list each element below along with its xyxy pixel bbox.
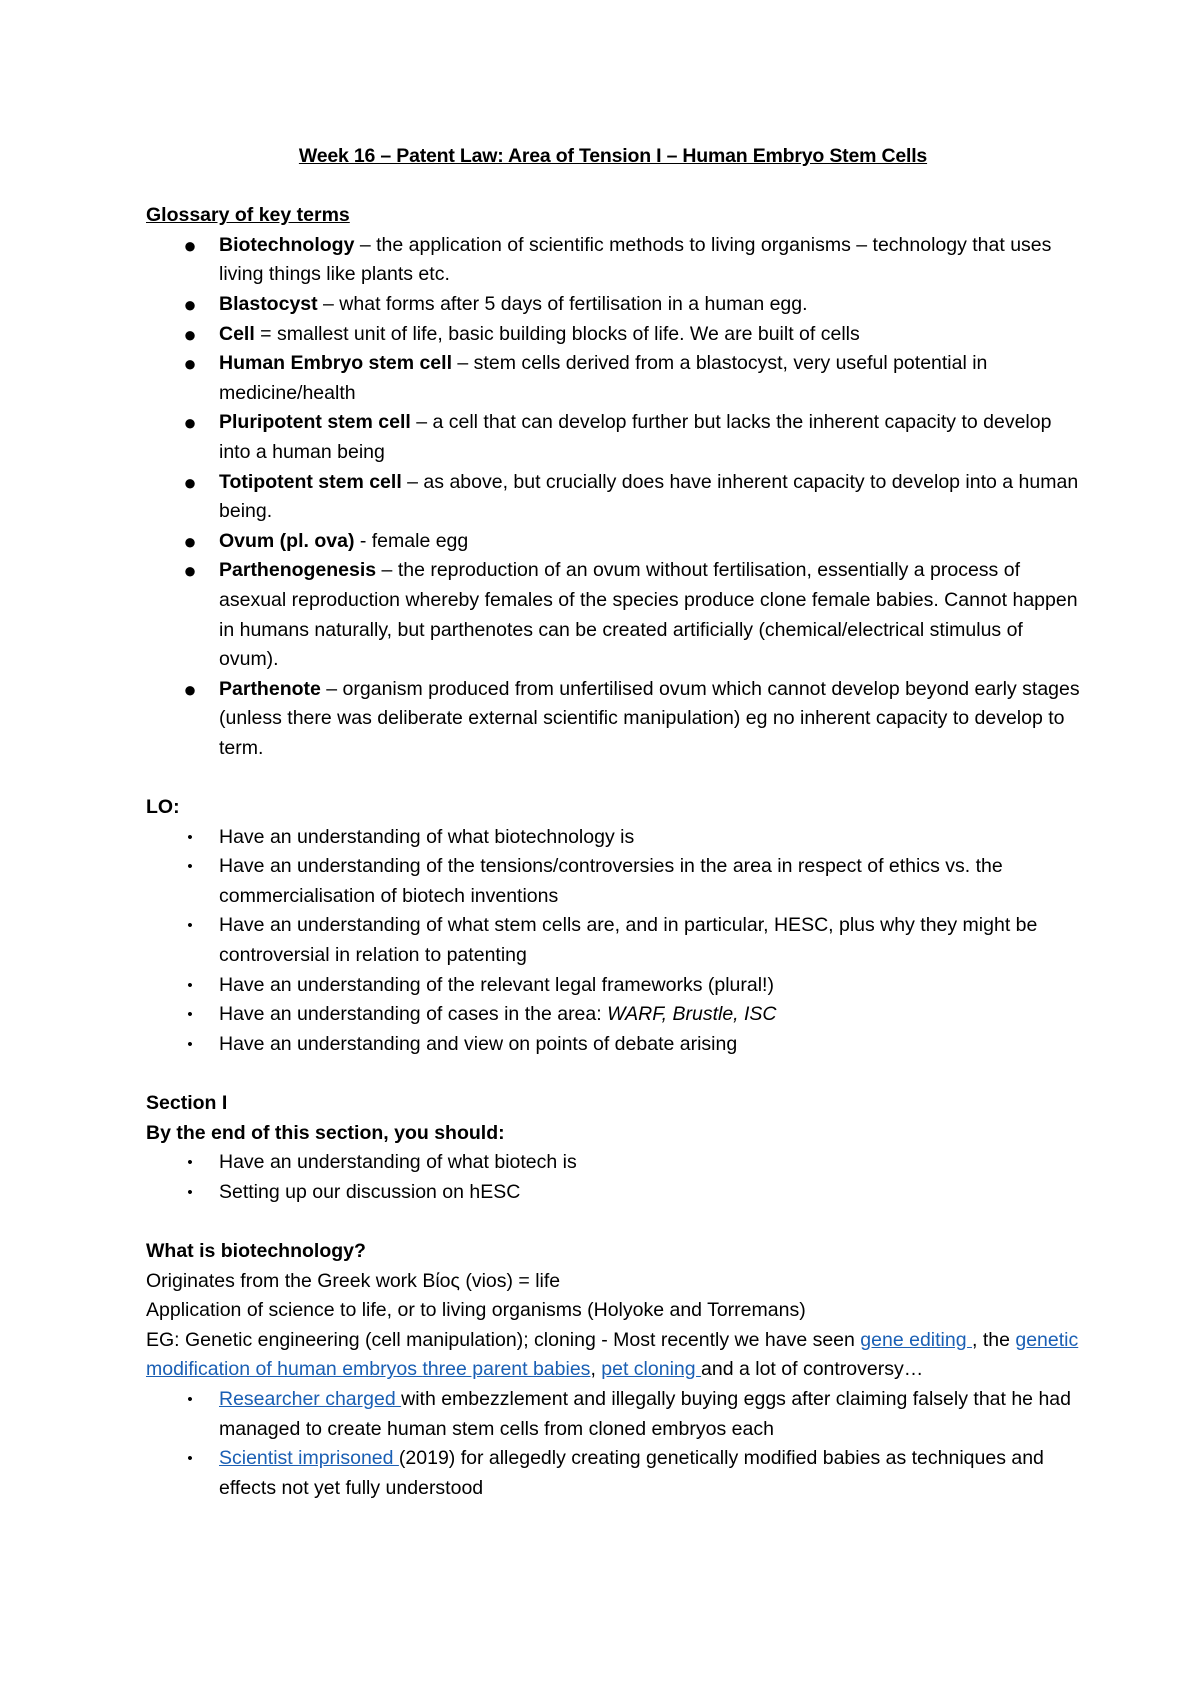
glossary-item — [146, 675, 1080, 764]
genetic-modification-link[interactable]: genetic modification of human embryos — [146, 1328, 1079, 1381]
glossary-definition: – a cell that can develop further but lacks the inherent capacity to develop into a human being — [219, 411, 1052, 463]
bullet-icon: ● — [183, 469, 197, 495]
biotech-origin: Originates from the Greek work Bίος (vios) = life — [146, 1269, 561, 1292]
glossary-item — [146, 320, 1080, 350]
section-item-text: Setting up our discussion on hESC — [219, 1180, 521, 1203]
lo-item-text: Have an understanding of what biotechnology is — [219, 825, 635, 848]
biotech-item — [146, 1444, 1080, 1503]
glossary-term: Human Embryo stem cell — [219, 352, 452, 375]
lo-item-text: Have an understanding of what stem cells are, and in particular, HESC, plus why they might be controversial in relation to patenting — [219, 914, 1038, 967]
examples-text: , the — [971, 1328, 1016, 1351]
bullet-icon: ● — [183, 291, 197, 317]
glossary-term: Parthenote — [219, 677, 321, 700]
lo-item-text: Have an understanding of the tensions/controversies in the area in respect of ethics vs. the commercialisation of biotech inventions — [219, 855, 1003, 907]
bullet-icon: • — [187, 917, 193, 935]
spacer — [146, 1059, 1080, 1089]
spacer — [146, 1207, 1080, 1237]
lo-item — [146, 823, 1080, 853]
glossary-definition: – organism produced from unfertilised ovum which cannot develop beyond early stages (unless there was deliberate external scientific manipulation) eg no inherent capacity to develop to term. — [219, 677, 1080, 759]
glossary-term: Pluripotent stem cell — [219, 411, 411, 434]
glossary-item — [146, 231, 1080, 290]
bullet-icon: • — [187, 1183, 193, 1201]
bullet-icon: • — [187, 828, 193, 846]
glossary-item — [146, 408, 1080, 467]
section-item-text: Have an understanding of what biotech is — [219, 1151, 577, 1174]
bullet-icon: • — [187, 858, 193, 876]
three-parent-babies-link[interactable]: three parent babies — [422, 1358, 591, 1381]
glossary-term: Totipotent stem cell — [219, 470, 402, 493]
glossary-definition: = smallest unit of life, basic building blocks of life. We are built of cells — [254, 322, 860, 345]
lo-item-text: Have an understanding of cases in the area: — [219, 1003, 608, 1026]
glossary-term: Blastocyst — [219, 292, 318, 315]
glossary-item — [146, 290, 1080, 320]
glossary-term: Biotechnology — [219, 233, 355, 256]
glossary-definition: - female egg — [354, 529, 469, 552]
lo-heading: LO: — [146, 796, 180, 819]
bullet-icon: • — [187, 1390, 193, 1408]
lo-item — [146, 1000, 1080, 1030]
gene-editing-link[interactable]: gene editing — [860, 1328, 972, 1351]
bullet-icon: • — [187, 976, 193, 994]
glossary-list — [146, 231, 1080, 764]
glossary-definition: – the application of scientific methods to living organisms – technology that uses living things like plants etc. — [219, 233, 1052, 286]
examples-text: EG: Genetic engineering (cell manipulation); cloning - Most recently we have seen — [146, 1328, 861, 1351]
biotech-heading: What is biotechnology? — [146, 1239, 366, 1262]
bullet-icon: ● — [183, 321, 197, 347]
examples-text: and a lot of controversy… — [701, 1358, 924, 1381]
bullet-icon: ● — [183, 351, 197, 377]
section-heading: Section I — [146, 1092, 228, 1114]
bullet-icon: • — [187, 1154, 193, 1172]
glossary-term: Cell — [219, 322, 255, 345]
examples-text: , — [590, 1358, 602, 1381]
bullet-icon: • — [187, 1450, 193, 1468]
pet-cloning-link[interactable]: pet cloning — [601, 1358, 702, 1381]
section-list — [146, 1148, 1080, 1207]
glossary-item — [146, 556, 1080, 674]
case-names: WARF, Brustle, ISC — [607, 1003, 777, 1026]
glossary-definition: – the reproduction of an ovum without fertilisation, essentially a process of asexual reproduction whereby females of the species produce clone female babies. Cannot happen in humans naturally, but parthenotes can be created artificially (chemical/electrical stimulus of ovum). — [219, 559, 1078, 671]
glossary-definition: – stem cells derived from a blastocyst, very useful potential in medicine/health — [219, 352, 988, 404]
lo-item — [146, 911, 1080, 970]
section-item — [146, 1148, 1080, 1178]
glossary-term: Ovum (pl. ova) — [219, 529, 355, 552]
bullet-icon: ● — [183, 676, 197, 702]
glossary-term: Parthenogenesis — [219, 559, 377, 582]
biotech-item-text: (2019) for allegedly creating genetically modified babies as techniques and effects not yet fully understood — [219, 1447, 1044, 1499]
bullet-icon: • — [187, 1006, 193, 1024]
lo-item — [146, 971, 1080, 1001]
lo-item-text: Have an understanding of the relevant legal frameworks (plural!) — [219, 973, 774, 996]
glossary-definition: – as above, but crucially does have inherent capacity to develop into a human being. — [219, 470, 1079, 523]
section-subheading: By the end of this section, you should: — [146, 1121, 505, 1144]
scientist-imprisoned-link[interactable]: Scientist imprisoned — [219, 1447, 399, 1470]
lo-list — [146, 823, 1080, 1060]
biotech-definition: Application of science to life, or to living organisms (Holyoke and Torremans) — [146, 1299, 806, 1322]
bullet-icon: ● — [183, 558, 197, 584]
glossary-item — [146, 349, 1080, 408]
glossary-definition: – what forms after 5 days of fertilisation in a human egg. — [317, 292, 808, 315]
biotech-list — [146, 1385, 1080, 1503]
document-title: Week 16 – Patent Law: Area of Tension I – Human Embryo Stem Cells — [298, 145, 928, 167]
spacer — [146, 763, 1080, 793]
biotech-item-text: with embezzlement and illegally buying eggs after claiming falsely that he had managed to create human stem cells from cloned embryos each — [219, 1387, 1071, 1440]
lo-item — [146, 852, 1080, 911]
glossary-item — [146, 468, 1080, 527]
biotech-item — [146, 1385, 1080, 1444]
researcher-charged-link[interactable]: Researcher charged — [219, 1387, 402, 1410]
glossary-heading: Glossary of key terms — [146, 204, 350, 227]
glossary-item — [146, 527, 1080, 557]
biotech-examples — [146, 1326, 1080, 1385]
section-item — [146, 1178, 1080, 1208]
bullet-icon: ● — [183, 528, 197, 554]
lo-item — [146, 1030, 1080, 1060]
bullet-icon: ● — [183, 410, 197, 436]
bullet-icon: • — [187, 1035, 193, 1053]
bullet-icon: ● — [183, 232, 197, 258]
lo-item-text: Have an understanding and view on points of debate arising — [219, 1032, 738, 1055]
